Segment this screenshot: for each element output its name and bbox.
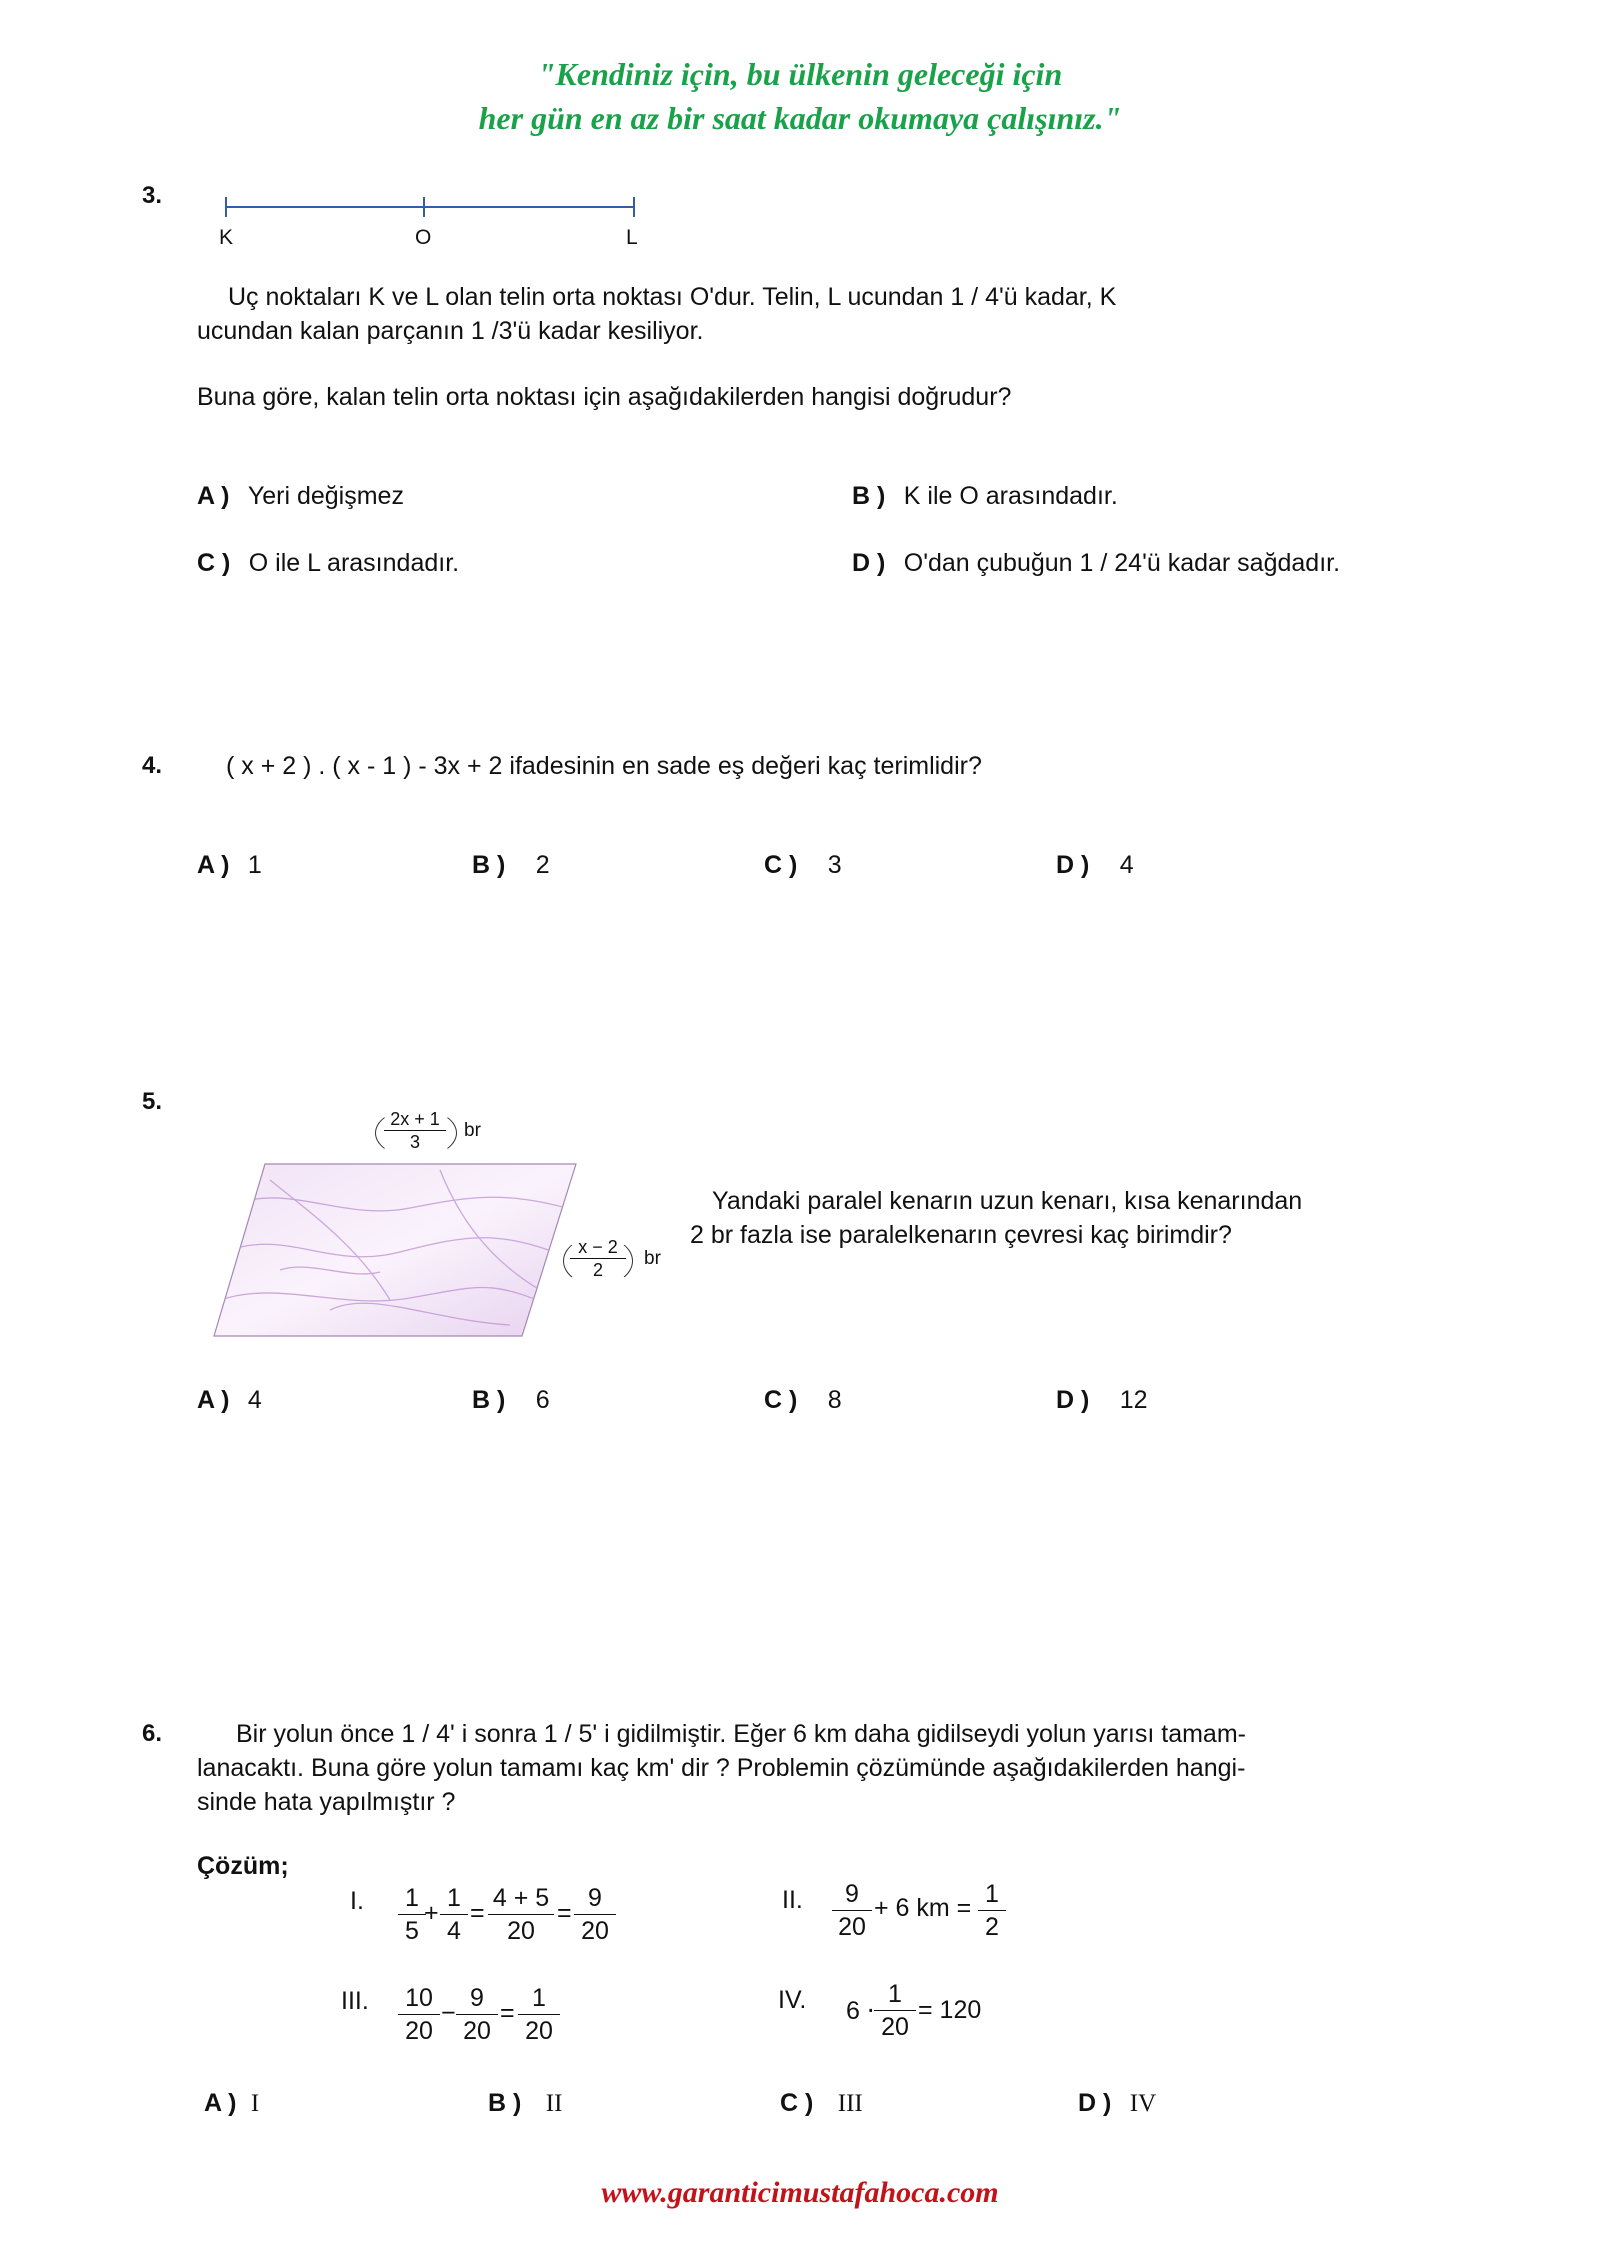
step-i-equals-1: = [470,1899,485,1927]
option-label: D ) [1078,2089,1112,2117]
option-label: B ) [852,482,886,510]
step-iii-fraction-3 [518,1982,560,2047]
numerator: 1 [518,1982,560,2015]
long-side-length [384,1108,446,1153]
q3-option-d[interactable] [852,549,1340,578]
option-text: III [837,2090,863,2117]
short-side-unit: br [644,1248,661,1269]
step-iv-roman: IV. [778,1986,807,2014]
short-side-length [570,1236,626,1281]
step-i-roman: I. [350,1887,364,1915]
option-text: I [250,2090,260,2117]
denominator: 20 [838,1913,866,1941]
option-text: Yeri değişmez [247,482,404,510]
denominator: 4 [447,1917,461,1945]
denominator: 20 [881,2013,909,2041]
option-text: O'dan çubuğun 1 / 24'ü kadar sağdadır. [903,549,1341,577]
option-label: D ) [1056,851,1090,879]
option-label: A ) [197,1386,230,1414]
point-label-o: O [415,226,432,249]
solution-label: Çözüm; [197,1852,289,1880]
denominator: 20 [463,2017,491,2045]
long-side-unit: br [464,1120,481,1141]
numerator: 9 [456,1982,498,2015]
step-iii-roman: III. [341,1987,369,2015]
long-side-numerator: 2x + 1 [384,1108,446,1131]
option-text: IV [1129,2090,1157,2117]
q6-option-a[interactable] [204,2089,259,2118]
option-text: 2 [535,851,550,879]
numerator: 1 [978,1878,1006,1911]
numerator: 4 + 5 [488,1882,554,1915]
question-5-number: 5. [142,1088,163,1115]
step-iii-equals: = [500,1999,515,2027]
question-6-number: 6. [142,1720,163,1747]
question-3-number: 3. [142,182,163,209]
step-i-fraction-1 [398,1882,426,1947]
q4-option-c[interactable] [764,851,842,880]
step-ii-fraction-2 [978,1878,1006,1943]
numerator: 1 [398,1882,426,1915]
numerator: 10 [398,1982,440,2015]
denominator: 20 [525,2017,553,2045]
step-i-equals-2: = [557,1899,572,1927]
numerator: 1 [874,1978,916,2011]
option-text: O ile L arasındadır. [248,549,460,577]
q3-option-a[interactable] [197,482,404,511]
question-3-text-line-1: Uç noktaları K ve L olan telin orta noktası O'dur. Telin, L ucundan 1 / 4'ü kadar, K [228,283,1117,311]
q3-option-c[interactable] [197,549,459,578]
option-label: B ) [472,1386,506,1414]
step-ii-plus-km: + 6 km = [874,1894,972,1922]
denominator: 20 [581,1917,609,1945]
question-5-text-line-1: Yandaki paralel kenarın uzun kenarı, kısa kenarından [712,1187,1303,1215]
question-6-text-line-3: sinde hata yapılmıştır ? [197,1788,456,1816]
step-ii-roman: II. [782,1886,803,1914]
numerator: 9 [832,1878,872,1911]
option-text: 6 [535,1386,550,1414]
short-side-numerator: x − 2 [570,1236,626,1259]
denominator: 20 [507,1917,535,1945]
parallelogram-figure [210,1160,580,1340]
option-label: D ) [852,549,886,577]
point-label-l: L [626,226,638,249]
option-label: C ) [764,1386,798,1414]
step-iv-fraction [874,1978,916,2043]
option-label: C ) [197,549,231,577]
q6-option-b[interactable] [488,2089,562,2118]
option-label: C ) [780,2089,814,2117]
numerator: 9 [574,1882,616,1915]
option-text: 4 [247,1386,262,1414]
step-i-fraction-3 [488,1882,554,1947]
option-label: A ) [197,482,230,510]
option-label: B ) [488,2089,522,2117]
step-iii-fraction-1 [398,1982,440,2047]
option-text: 8 [827,1386,842,1414]
option-label: C ) [764,851,798,879]
option-label: D ) [1056,1386,1090,1414]
q4-option-d[interactable] [1056,851,1134,880]
question-3-text-line-2: ucundan kalan parçanın 1 /3'ü kadar kesiliyor. [197,317,704,345]
question-6-text-line-1: Bir yolun önce 1 / 4' i sonra 1 / 5' i gidilmiştir. Eğer 6 km daha gidilseydi yolun yarısı tamam- [236,1720,1246,1748]
option-text: II [545,2090,563,2117]
motto-line-2: her gün en az bir saat kadar okumaya çalışınız." [478,100,1122,136]
option-label: A ) [197,851,230,879]
q6-option-d[interactable] [1078,2089,1156,2118]
segment-k-o-l [220,192,640,222]
step-iv-result: = 120 [918,1996,982,2024]
question-3-question: Buna göre, kalan telin orta noktası için aşağıdakilerden hangisi doğrudur? [197,383,1012,411]
option-text: 12 [1119,1386,1148,1414]
footer-website[interactable]: www.garanticimustafahoca.com [601,2176,999,2209]
option-label: A ) [204,2089,237,2117]
option-text: 1 [247,851,262,879]
option-text: 4 [1119,851,1134,879]
q5-option-b[interactable] [472,1386,550,1415]
denominator: 20 [405,2017,433,2045]
option-label: B ) [472,851,506,879]
q6-option-c[interactable] [780,2089,863,2118]
step-ii-fraction-1 [832,1878,872,1943]
q5-option-a[interactable] [197,1386,262,1415]
question-6-text-line-2: lanacaktı. Buna göre yolun tamamı kaç km' dir ? Problemin çözümünde aşağıdakilerden hangi- [197,1754,1246,1782]
step-i-fraction-2 [440,1882,468,1947]
option-text: K ile O arasındadır. [903,482,1118,510]
point-label-k: K [219,226,234,249]
short-side-denominator: 2 [592,1260,603,1280]
q3-option-b[interactable] [852,482,1118,511]
step-iii-fraction-2 [456,1982,498,2047]
denominator: 5 [405,1917,419,1945]
step-iv-six-dot: 6 ⋅ [846,1997,875,2025]
step-i-fraction-4 [574,1882,616,1947]
step-i-plus: + [424,1899,439,1927]
q4-option-b[interactable] [472,851,550,880]
q5-option-c[interactable] [764,1386,842,1415]
q5-option-d[interactable] [1056,1386,1148,1415]
long-side-denominator: 3 [409,1132,420,1152]
question-5-text-line-2: 2 br fazla ise paralelkenarın çevresi kaç birimdir? [690,1221,1232,1249]
numerator: 1 [440,1882,468,1915]
step-iii-minus: − [441,1999,456,2027]
q4-option-a[interactable] [197,851,262,880]
denominator: 2 [985,1913,999,1941]
option-text: 3 [827,851,842,879]
motto-line-1: "Kendiniz için, bu ülkenin geleceği için [537,56,1063,92]
question-4-text: ( x + 2 ) . ( x - 1 ) - 3x + 2 ifadesinin en sade eş değeri kaç terimlidir? [226,752,982,780]
question-4-number: 4. [142,752,163,779]
